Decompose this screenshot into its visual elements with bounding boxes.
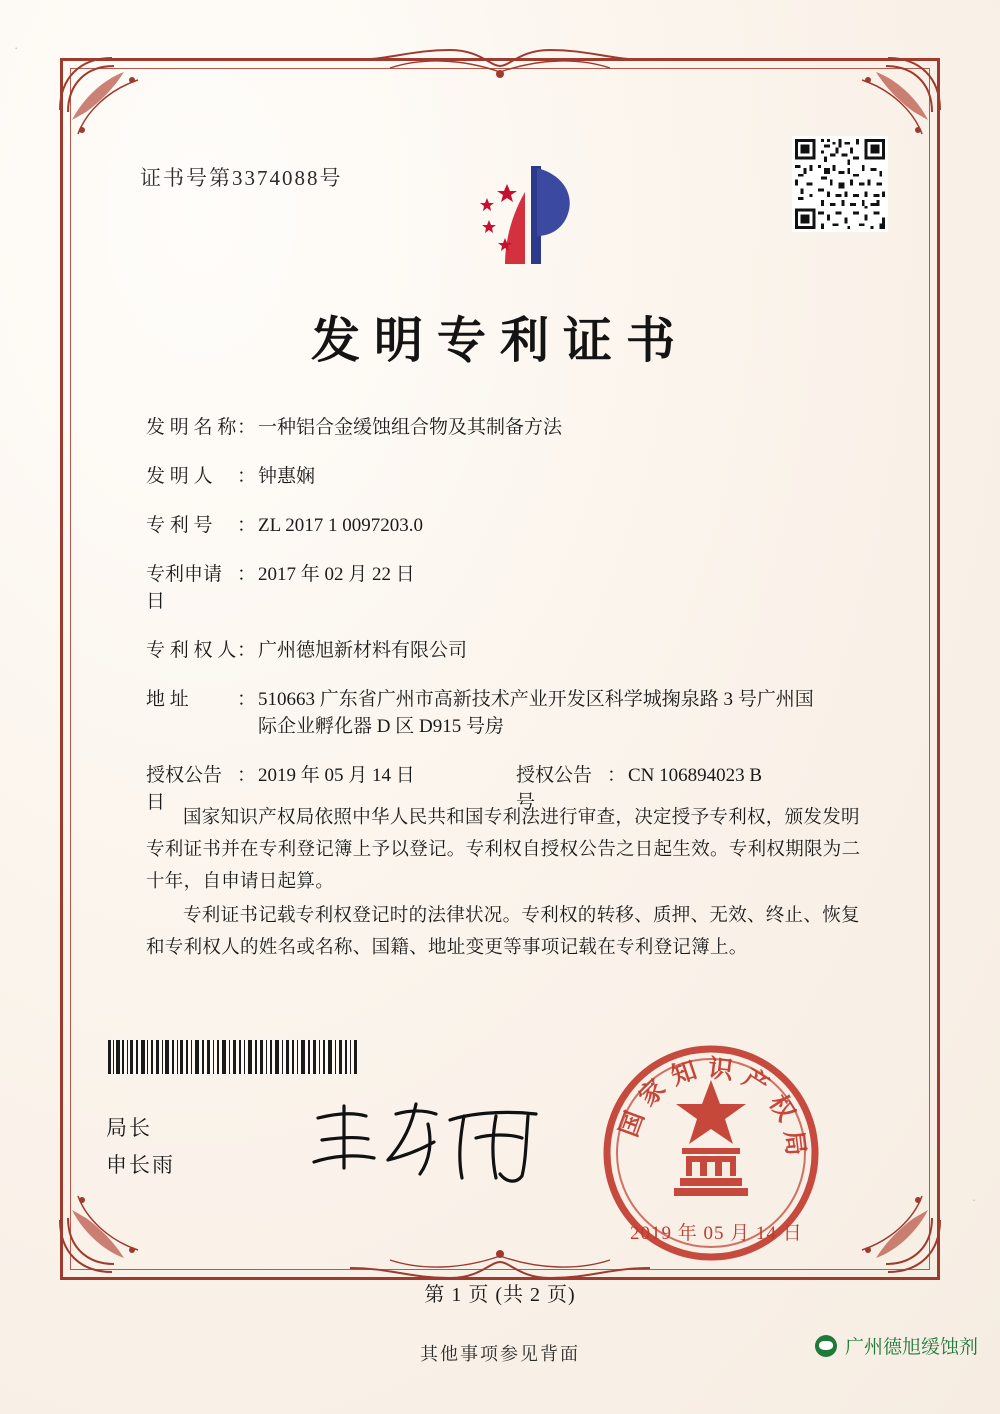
watermark-label: 广州德旭缓蚀剂 — [844, 1337, 978, 1358]
field-label: 专 利 权 人 — [146, 640, 237, 661]
scan-edge-mark: · — [972, 1192, 977, 1207]
field-label: 授权公告日 — [146, 765, 223, 813]
field-colon: ： — [236, 417, 256, 438]
page-title: 发明专利证书 — [310, 311, 689, 369]
wechat-icon — [815, 1335, 837, 1357]
field-colon: ： — [236, 564, 256, 585]
field-value: CN 106894023 B — [628, 765, 763, 786]
field-value: 钟惠娴 — [258, 466, 316, 487]
field-colon: ： — [236, 689, 256, 710]
field-colon: ： — [236, 515, 256, 536]
field-label: 发 明 名 称 — [146, 417, 237, 438]
field-value: 2019 年 05 月 14 日 — [258, 765, 415, 786]
legal-text — [146, 802, 862, 966]
handwritten-signature — [300, 1098, 580, 1188]
field-value: 一种铝合金缓蚀组合物及其制备方法 — [258, 417, 563, 438]
svg-text:国 家 知 识 产 权 局: 国 家 知 识 产 权 局 — [613, 1053, 811, 1158]
seal-date: 2019 年 05 月 14 日 — [630, 1223, 803, 1244]
scan-edge-mark: · — [14, 40, 19, 55]
field-application-date — [146, 561, 866, 615]
field-inventor — [146, 463, 866, 490]
patent-fields — [146, 414, 866, 836]
field-value: 510663 广东省广州市高新技术产业开发区科学城掬泉路 3 号广州国际企业孵化器 D 区 D915 号房 — [258, 689, 814, 737]
director-name: 申长雨 — [106, 1153, 175, 1177]
page-indicator: 第 1 页 (共 2 页) — [424, 1284, 576, 1306]
top-ornament-icon — [350, 46, 650, 90]
field-address — [146, 686, 866, 740]
cnipa-logo-icon — [445, 158, 585, 278]
field-label: 授权公告号 — [516, 765, 593, 813]
field-label: 发 明 人 — [146, 466, 213, 487]
field-value: 2017 年 02 月 22 日 — [258, 564, 415, 585]
paragraph-2: 专利证书记载专利权登记时的法律状况。专利权的转移、质押、无效、终止、恢复和专利权人的姓名或名称、国籍、地址变更等事项记载在专利登记簿上。 — [146, 906, 860, 958]
paragraph-1: 国家知识产权局依照中华人民共和国专利法进行审查，决定授予专利权，颁发发明专利证书并在专利登记簿上予以登记。专利权自授权公告之日起生效。专利权期限为二十年，自申请日起算。 — [146, 808, 861, 892]
field-label: 地 址 — [146, 689, 189, 710]
field-patentee — [146, 637, 866, 664]
field-colon: ： — [236, 765, 256, 786]
field-colon: ： — [236, 640, 256, 661]
footnote: 其他事项参见背面 — [420, 1344, 580, 1364]
field-colon: ： — [606, 765, 626, 786]
field-invention-name — [146, 414, 866, 441]
director-label: 局长 — [106, 1116, 152, 1140]
qr-code — [792, 136, 888, 232]
signature-block — [106, 1110, 175, 1184]
watermark — [815, 1332, 978, 1359]
barcode — [108, 1040, 358, 1074]
field-value: ZL 2017 1 0097203.0 — [258, 515, 424, 536]
field-value: 广州德旭新材料有限公司 — [258, 640, 468, 661]
field-patent-number — [146, 512, 866, 539]
field-label: 专 利 号 — [146, 515, 213, 536]
field-label: 专利申请日 — [146, 564, 223, 612]
field-colon: ： — [236, 466, 256, 487]
certificate-number: 证书号第3374088号 — [140, 166, 343, 190]
